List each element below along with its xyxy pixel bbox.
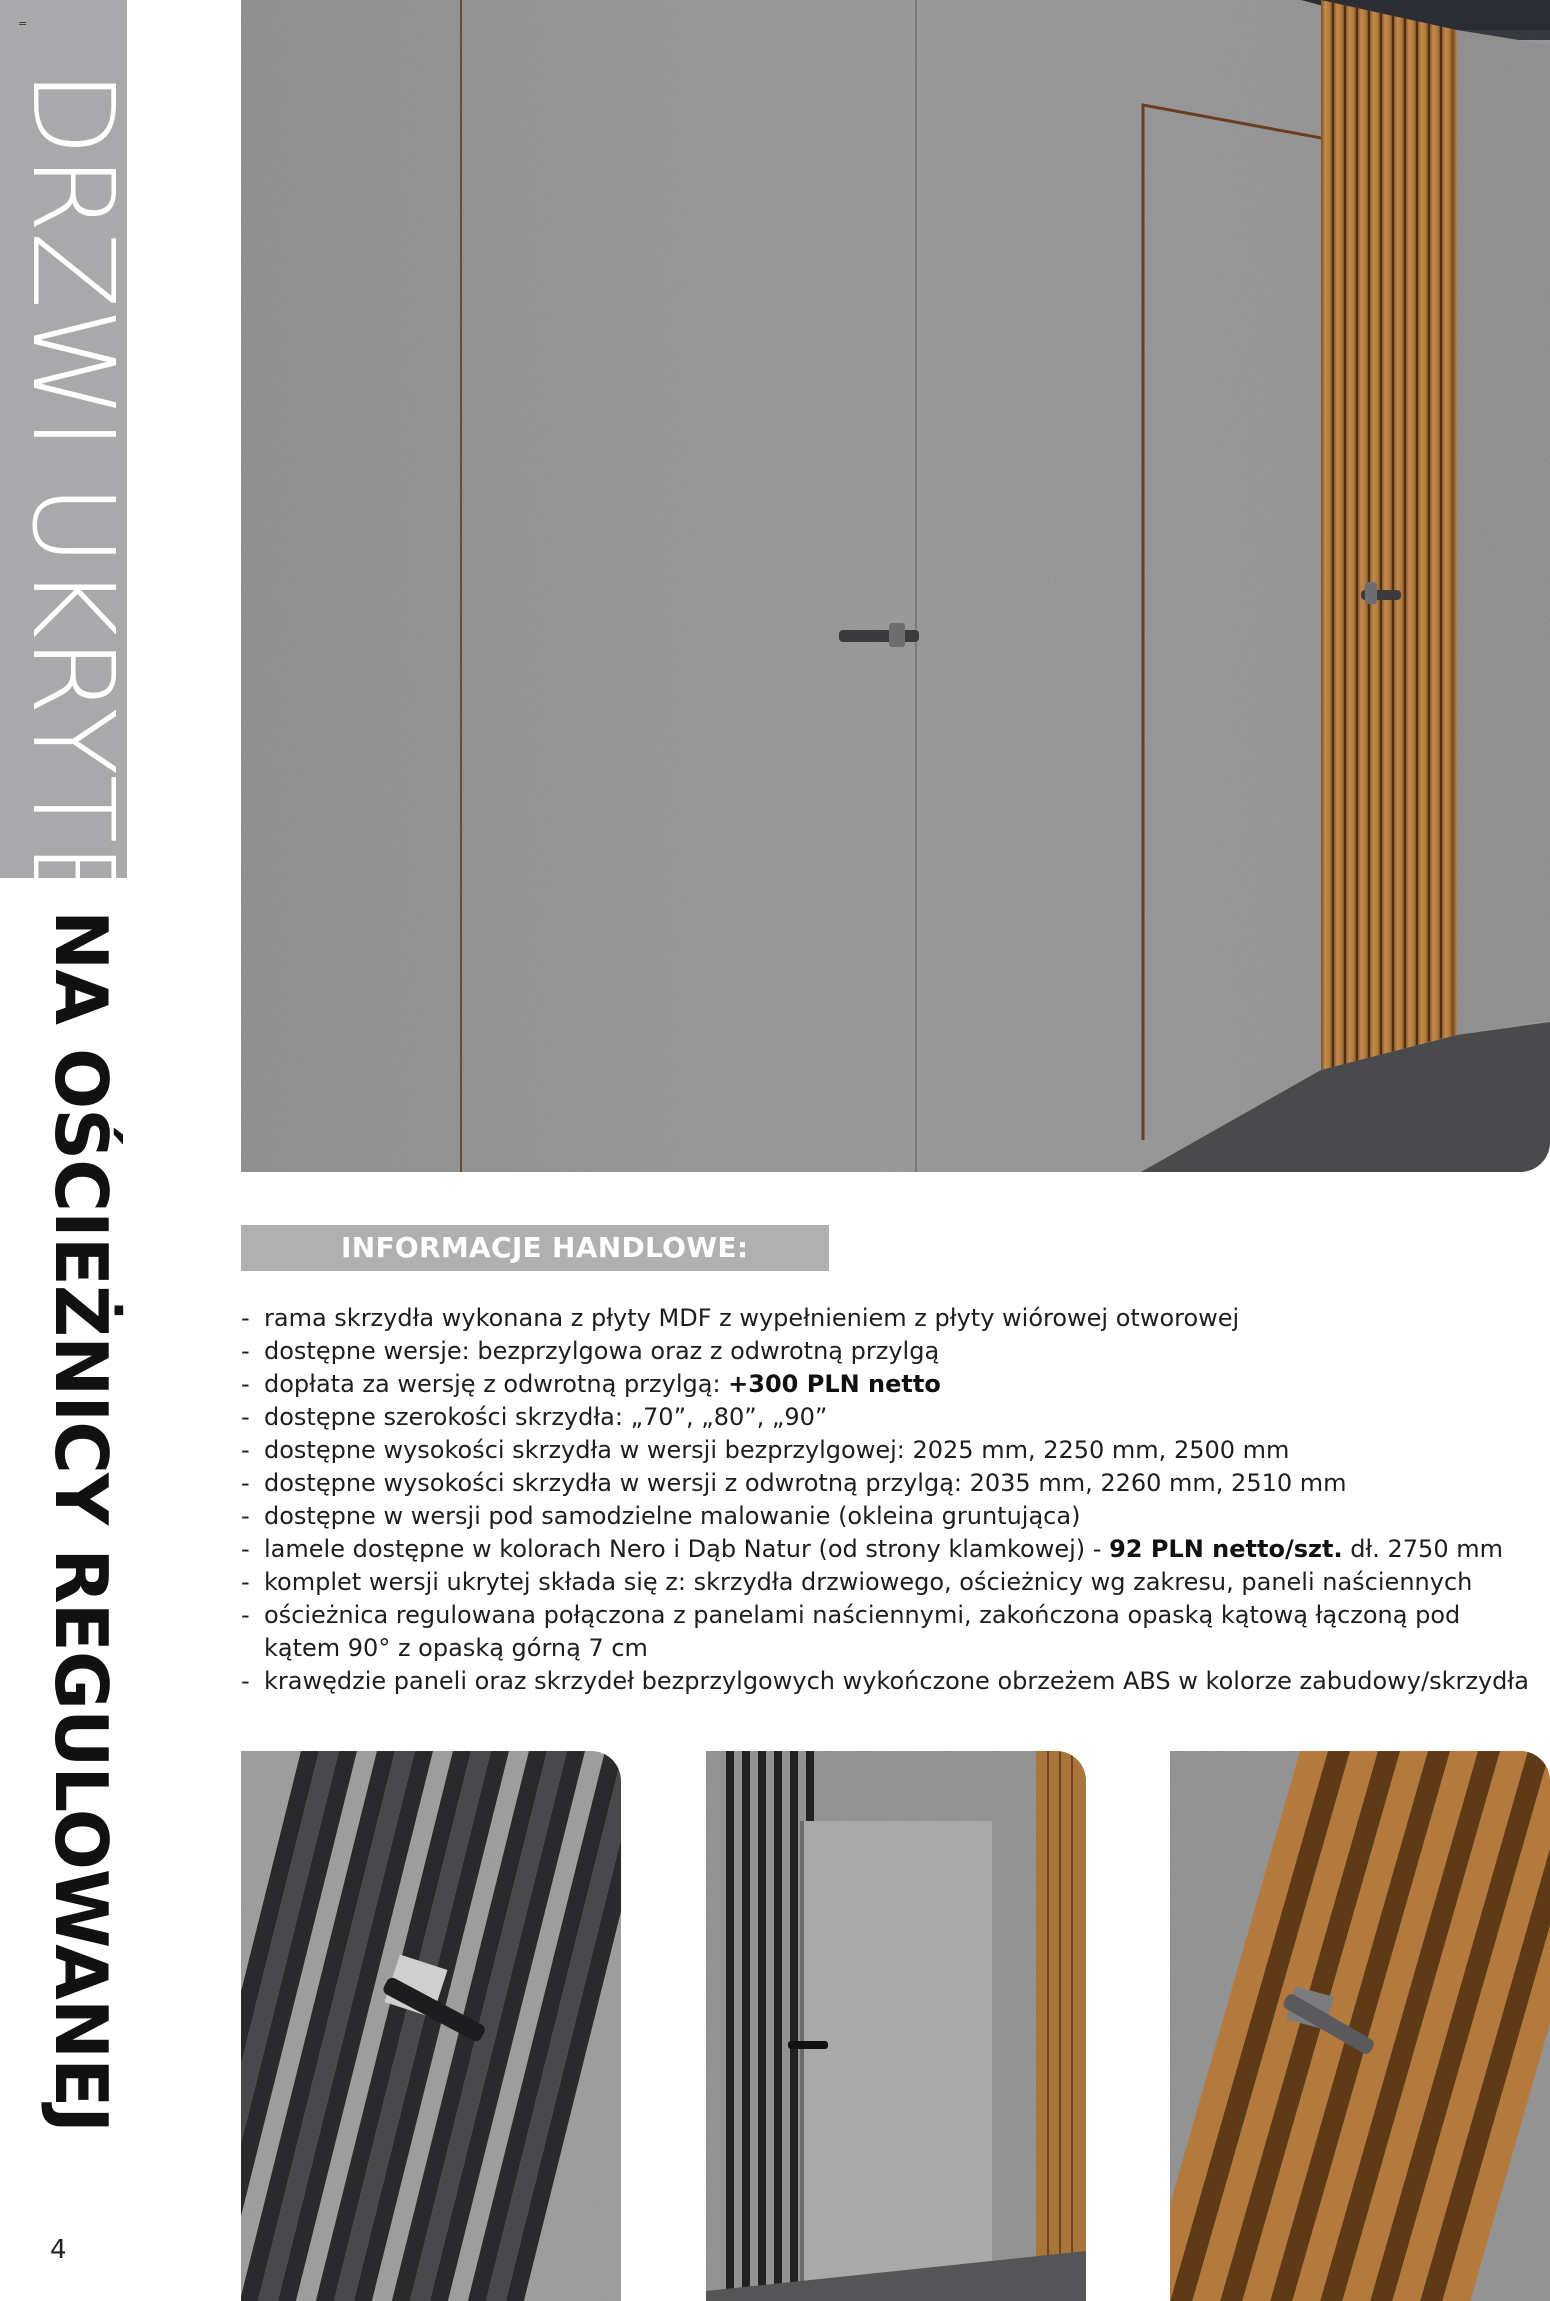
corner-mark: = (18, 17, 28, 30)
hero-photo-hidden-doors (241, 0, 1550, 1172)
page-number: 4 (50, 2235, 67, 2265)
list-item: - dostępne wysokości skrzydła w wersji bezprzylgowej: 2025 mm, 2250 mm, 2500 mm (241, 1434, 1541, 1467)
list-item: - lamele dostępne w kolorach Nero i Dąb Natur (od strony klamkowej) - 92 PLN netto/szt. dł. 2750 mm (241, 1533, 1541, 1566)
list-item: - dostępne szerokości skrzydła: „70”, „80”, „90” (241, 1401, 1541, 1434)
photo-oak-slats-handle (1170, 1751, 1550, 2301)
list-item: - dostępne wysokości skrzydła w wersji z odwrotną przylgą: 2035 mm, 2260 mm, 2510 mm (241, 1467, 1541, 1500)
features-list (241, 1302, 1541, 1698)
photo-door-nero-slats (706, 1751, 1086, 2301)
list-item: - dopłata za wersję z odwrotną przylgą: +300 PLN netto (241, 1368, 1541, 1401)
info-heading-bar (241, 1225, 829, 1271)
page-title-light: DRZWI UKRYTE (7, 70, 137, 912)
photo-nero-slats-handle (241, 1751, 621, 2301)
list-item: - krawędzie paneli oraz skrzydeł bezprzylgowych wykończone obrzeżem ABS w kolorze zabudowy/skrzydła (241, 1665, 1541, 1698)
list-item: - dostępne wersje: bezprzylgowa oraz z odwrotną przylgą (241, 1335, 1541, 1368)
list-item: - dostępne w wersji pod samodzielne malowanie (okleina gruntująca) (241, 1500, 1541, 1533)
list-item: - komplet wersji ukrytej składa się z: skrzydła drzwiowego, ościeżnicy wg zakresu, paneli naściennych (241, 1566, 1541, 1599)
page-title-bold: NA OŚCIEŻNICY REGULOWANEJ (39, 910, 123, 2133)
list-item: - rama skrzydła wykonana z płyty MDF z wypełnieniem z płyty wiórowej otworowej (241, 1302, 1541, 1335)
list-item: - ościeżnica regulowana połączona z panelami naściennymi, zakończona opaską kątową łączoną pod kątem 90° z opaską górną 7 cm (241, 1599, 1484, 1665)
info-heading: INFORMACJE HANDLOWE: (341, 1231, 749, 1264)
